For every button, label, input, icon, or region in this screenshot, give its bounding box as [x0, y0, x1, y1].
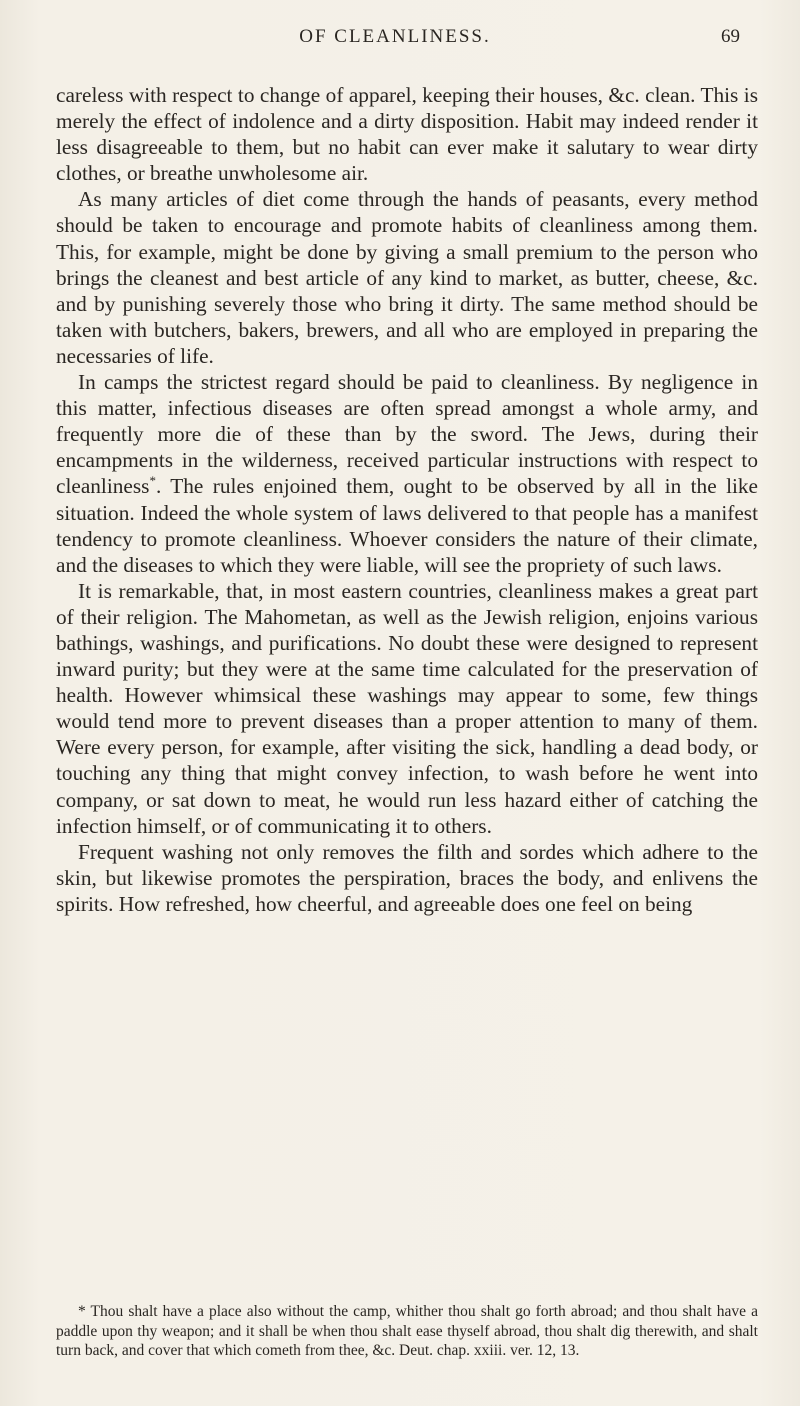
running-head: OF CLEANLINESS.	[299, 26, 491, 47]
paragraph-3-part-1: In camps the strictest regard should be paid to cleanliness. By negligence in this matter, infectious diseases are often spread amongst a whole army, and frequently more die of these than by the sword. The Jews, during their encampments in the wilderness, received particular instructions with respect to cleanliness	[56, 370, 758, 499]
paragraph-1: careless with respect to change of apparel, keeping their houses, &c. clean. This is merely the effect of indolence and a dirty disposition. Habit may indeed render it less disagreeable to them, but no habit can ever make it salutary to wear dirty clothes, or breathe unwholesome air.	[56, 83, 758, 186]
paragraph-3-part-2: . The rules enjoined them, ought to be observed by all in the like situation. Indeed the whole system of laws delivered to that people has a manifest tendency to promote cleanliness. Whoever considers the nature of their climate, and the diseases to which they were liable, will see the propriety of such laws.	[56, 474, 758, 577]
paragraph-5: Frequent washing not only removes the filth and sordes which adhere to the skin, but likewise promotes the perspiration, braces the body, and enlivens the spirits. How refreshed, how cheerful, and agreeable does one feel on being	[56, 839, 758, 916]
footnote: * Thou shalt have a place also without the camp, whither thou shalt go forth abroad; and thou shalt have a paddle upon thy weapon; and it shall be when thou shalt ease thyself abroad, thou shalt dig therewith, and shalt turn back, and cover that which cometh from thee, &c. Deut. chap. xxiii. ver. 12, 13.	[56, 1303, 758, 1359]
paragraph-3	[56, 369, 758, 578]
paragraph-2: As many articles of diet come through the hands of peasants, every method should be taken to encourage and promote habits of cleanliness among them. This, for example, might be done by giving a small premium to the person who brings the cleanest and best article of any kind to market, as butter, cheese, &c. and by punishing severely those who bring it dirty. The same method should be taken with butchers, bakers, brewers, and all who are employed in preparing the necessaries of life.	[56, 187, 758, 368]
footnote-mark: *	[149, 473, 156, 489]
body-text	[56, 82, 758, 917]
page-header	[50, 24, 740, 54]
paragraph-4: It is remarkable, that, in most eastern countries, cleanliness makes a great part of their religion. The Mahometan, as well as the Jewish religion, enjoins various bathings, washings, and purifications. No doubt these were designed to represent inward purity; but they were at the same time calculated for the preservation of health. However whimsical these washings may appear to some, few things would tend more to prevent diseases than a proper attention to many of them. Were every person, for example, after visiting the sick, handling a dead body, or touching any thing that might convey infection, to wash before he went into company, or sat down to meat, he would run less hazard either of catching the infection himself, or of communicating it to others.	[56, 578, 758, 838]
page-number: 69	[721, 26, 740, 47]
